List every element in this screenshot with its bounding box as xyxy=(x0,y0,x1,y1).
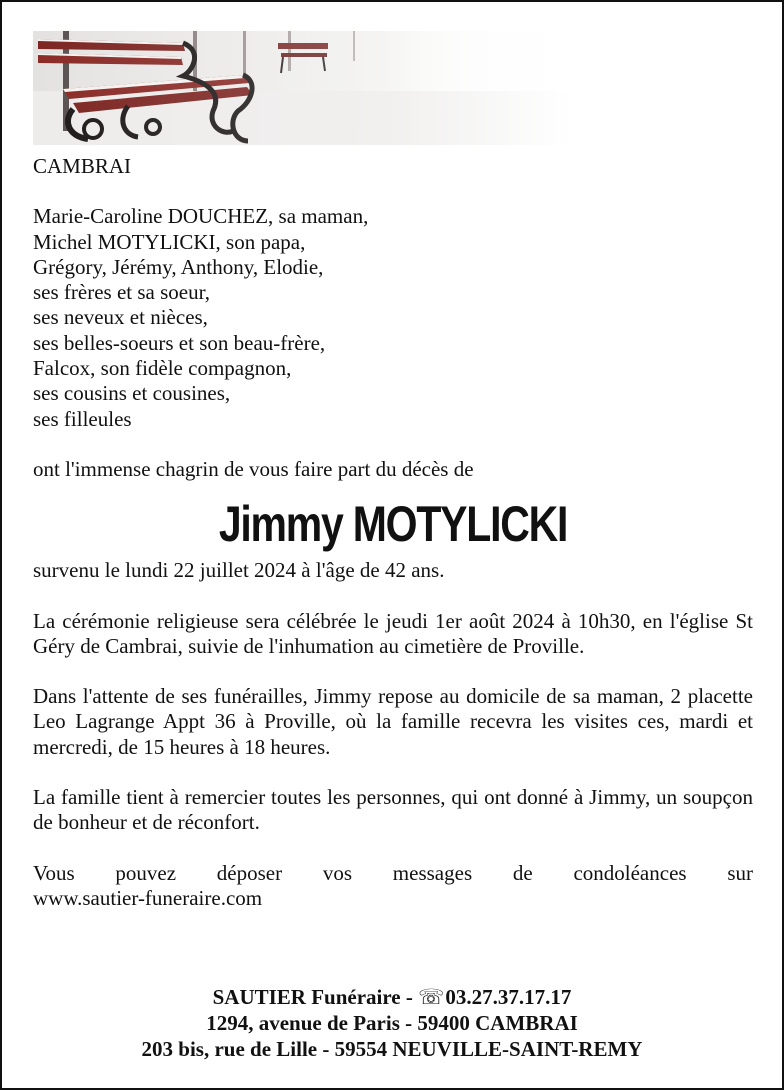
address-paris: 1294, avenue de Paris - 59400 CAMBRAI xyxy=(206,1011,578,1035)
family-line: Marie-Caroline DOUCHEZ, sa maman, xyxy=(33,204,369,229)
family-line: ses filleules xyxy=(33,406,132,431)
address-neuville: 203 bis, rue de Lille - 59554 NEUVILLE-SAINT-REMY xyxy=(141,1037,643,1061)
family-line: ses cousins et cousines, xyxy=(33,381,231,406)
announcement-intro: ont l'immense chagrin de vous faire part du décès de xyxy=(33,456,474,481)
snowy-bench-image xyxy=(33,31,753,145)
city-heading: CAMBRAI xyxy=(33,154,132,178)
thanks-paragraph: La famille tient à remercier toutes les personnes, qui ont donné à Jimmy, un soupçon de bonheur et de réconfort. xyxy=(33,785,753,835)
condolences-website-link[interactable]: www.sautier-funeraire.com xyxy=(33,885,263,910)
condolences-text: Vous pouvez déposer vos messages de condoléances sur xyxy=(33,860,753,885)
ceremony-paragraph: La cérémonie religieuse sera célébrée le jeudi 1er août 2024 à 10h30, en l'église St Géry de Cambrai, suivie de l'inhumation au cimetière de Proville. xyxy=(33,608,753,658)
notice-body xyxy=(33,154,753,911)
death-details: survenu le lundi 22 juillet 2024 à l'âge de 42 ans. xyxy=(33,558,445,583)
family-line: ses belles-soeurs et son beau-frère, xyxy=(33,330,326,355)
phone-icon: ☏ xyxy=(418,985,445,1009)
family-line: ses neveux et nièces, xyxy=(33,305,208,330)
bench-illustration-icon xyxy=(33,31,753,145)
family-line: ses frères et sa soeur, xyxy=(33,280,211,305)
funeral-home-footer xyxy=(2,984,782,1062)
footer-company-line xyxy=(2,984,782,1010)
company-name: SAUTIER Funéraire - xyxy=(212,985,419,1009)
deceased-name: Jimmy MOTYLICKI xyxy=(218,496,568,553)
family-line: Grégory, Jérémy, Anthony, Elodie, xyxy=(33,254,324,279)
condolences-block xyxy=(33,861,753,912)
family-list xyxy=(33,204,753,432)
family-line: Michel MOTYLICKI, son papa, xyxy=(33,229,306,254)
family-line: Falcox, son fidèle compagnon, xyxy=(33,356,292,381)
phone-number: 03.27.37.17.17 xyxy=(445,985,572,1009)
wake-paragraph: Dans l'attente de ses funérailles, Jimmy repose au domicile de sa maman, 2 placette Leo Lagrange Appt 36 à Proville, où la famille recevra les visites ces, mardi et mercredi, de 15 heures à 18 heures. xyxy=(33,684,753,759)
